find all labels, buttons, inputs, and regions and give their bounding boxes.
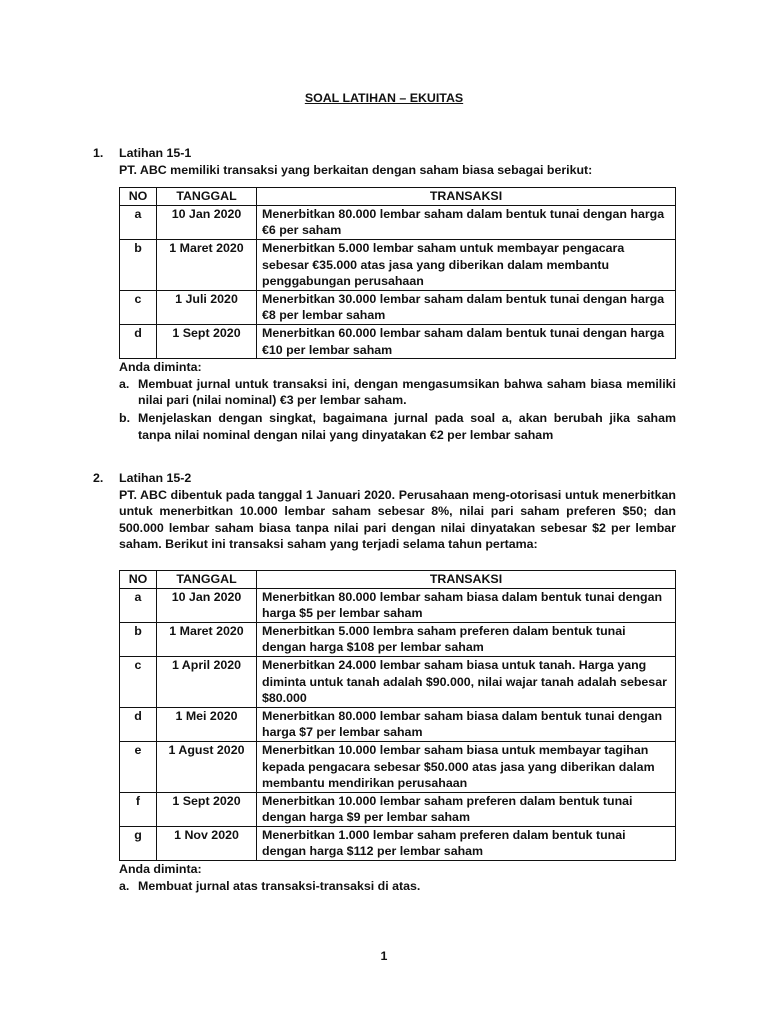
row-date: 1 Mei 2020 [157, 707, 257, 741]
requirement-item [119, 410, 676, 443]
table-header-row [120, 188, 676, 206]
requirement-letter: b. [119, 410, 131, 425]
row-date: 10 Jan 2020 [157, 205, 257, 239]
row-date: 10 Jan 2020 [157, 588, 257, 622]
table-row [120, 741, 676, 792]
section-latihan-15-2 [93, 470, 676, 895]
requirement-text: Membuat jurnal untuk transaksi ini, dengan mengasumsikan bahwa saham biasa memiliki nilai pari (nilai nominal) €3 per lembar saham. [138, 376, 676, 408]
row-no: d [120, 324, 157, 358]
section-latihan-15-1 [93, 145, 676, 444]
row-transaction: Menerbitkan 5.000 lembar saham untuk membayar pengacara sebesar €35.000 atas jasa yang diberikan dalam membantu penggabungan perusahaan [257, 239, 676, 290]
page-number: 1 [380, 949, 388, 963]
table-row [120, 324, 676, 358]
row-no: d [120, 707, 157, 741]
section-number: 2. [93, 471, 104, 485]
row-transaction: Menerbitkan 5.000 lembra saham preferen dalam bentuk tunai dengan harga $108 per lembar saham [257, 622, 676, 656]
table-row [120, 826, 676, 860]
row-date: 1 Nov 2020 [157, 826, 257, 860]
header-date: TANGGAL [157, 188, 257, 206]
row-no: f [120, 792, 157, 826]
table-row [120, 205, 676, 239]
requirements-label: Anda diminta: [119, 862, 202, 877]
row-transaction: Menerbitkan 80.000 lembar saham biasa dalam bentuk tunai dengan harga $5 per lembar saham [257, 588, 676, 622]
row-no: b [120, 622, 157, 656]
requirement-text: Membuat jurnal atas transaksi-transaksi di atas. [138, 878, 421, 893]
table-header-row [120, 570, 676, 588]
row-transaction: Menerbitkan 10.000 lembar saham preferen dalam bentuk tunai dengan harga $9 per lembar saham [257, 792, 676, 826]
header-date: TANGGAL [157, 570, 257, 588]
section-intro: PT. ABC dibentuk pada tanggal 1 Januari 2020. Perusahaan meng-otorisasi untuk menerbitkan untuk menerbitkan 10.000 lembar saham sebesar 8%, nilai pari saham preferen $50; dan 500.000 lembar saham biasa tanpa nilai pari dengan nilai dinyatakan sebesar $2 per lembar saham. Berikut ini transaksi saham yang terjadi selama tahun pertama: [119, 487, 676, 552]
row-date: 1 Maret 2020 [157, 622, 257, 656]
row-transaction: Menerbitkan 80.000 lembar saham dalam bentuk tunai dengan harga €6 per saham [257, 205, 676, 239]
row-no: c [120, 656, 157, 707]
row-no: e [120, 741, 157, 792]
header-transaction: TRANSAKSI [257, 570, 676, 588]
table-row [120, 792, 676, 826]
row-date: 1 Sept 2020 [157, 792, 257, 826]
table-row [120, 290, 676, 324]
row-date: 1 Maret 2020 [157, 239, 257, 290]
requirement-item [119, 878, 676, 895]
row-no: c [120, 290, 157, 324]
section-heading: Latihan 15-1 [119, 146, 192, 160]
row-transaction: Menerbitkan 10.000 lembar saham biasa untuk membayar tagihan kepada pengacara sebesar $50.000 atas jasa yang diberikan dalam membantu mendirikan perusahaan [257, 741, 676, 792]
transaction-table [119, 187, 676, 359]
row-no: a [120, 205, 157, 239]
table-row [120, 707, 676, 741]
requirement-letter: a. [119, 878, 130, 893]
row-date: 1 Agust 2020 [157, 741, 257, 792]
transaction-table [119, 570, 676, 861]
section-number: 1. [93, 146, 104, 160]
row-date: 1 Juli 2020 [157, 290, 257, 324]
row-transaction: Menerbitkan 60.000 lembar saham dalam bentuk tunai dengan harga €10 per lembar saham [257, 324, 676, 358]
row-no: a [120, 588, 157, 622]
header-no: NO [120, 570, 157, 588]
row-no: g [120, 826, 157, 860]
table-row [120, 622, 676, 656]
table-row [120, 588, 676, 622]
requirement-item [119, 376, 676, 409]
requirement-letter: a. [119, 376, 130, 391]
requirements-label: Anda diminta: [119, 360, 202, 375]
row-transaction: Menerbitkan 30.000 lembar saham dalam bentuk tunai dengan harga €8 per lembar saham [257, 290, 676, 324]
row-no: b [120, 239, 157, 290]
requirement-text: Menjelaskan dengan singkat, bagaimana jurnal pada soal a, akan berubah jika saham tanpa nilai nominal dengan nilai yang dinyatakan €2 per lembar saham [138, 410, 676, 442]
row-transaction: Menerbitkan 80.000 lembar saham biasa dalam bentuk tunai dengan harga $7 per lembar saham [257, 707, 676, 741]
table-row [120, 239, 676, 290]
header-transaction: TRANSAKSI [257, 188, 676, 206]
section-intro: PT. ABC memiliki transaksi yang berkaitan dengan saham biasa sebagai berikut: [119, 162, 593, 177]
row-date: 1 Sept 2020 [157, 324, 257, 358]
row-transaction: Menerbitkan 24.000 lembar saham biasa untuk tanah. Harga yang diminta untuk tanah adalah $90.000, nilai wajar tanah adalah sebesar $80.000 [257, 656, 676, 707]
document-title: SOAL LATIHAN – EKUITAS [304, 91, 464, 105]
row-transaction: Menerbitkan 1.000 lembar saham preferen dalam bentuk tunai dengan harga $112 per lembar saham [257, 826, 676, 860]
row-date: 1 April 2020 [157, 656, 257, 707]
section-heading: Latihan 15-2 [119, 471, 192, 485]
table-row [120, 656, 676, 707]
header-no: NO [120, 188, 157, 206]
